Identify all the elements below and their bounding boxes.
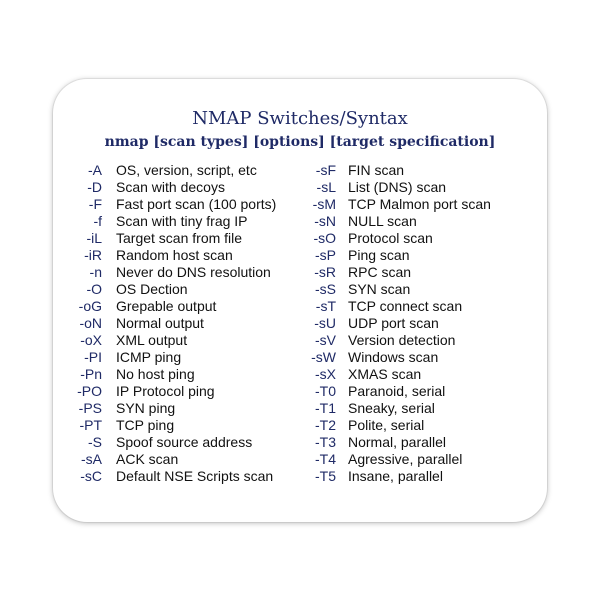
switch-code: -sS (315, 281, 336, 297)
switch-description: Agressive, parallel (348, 451, 463, 467)
switch-code: -sP (315, 247, 336, 263)
switch-code: -PT (79, 417, 102, 433)
switch-code: -PI (84, 349, 102, 365)
switch-code: -oN (79, 315, 102, 331)
switch-description: NULL scan (348, 213, 417, 229)
switch-description: List (DNS) scan (348, 179, 447, 195)
switch-row (70, 281, 276, 298)
switch-row (70, 247, 276, 264)
switch-code: -sT (315, 298, 336, 314)
switch-description: XMAS scan (348, 366, 422, 382)
switch-description: OS, version, script, etc (116, 162, 257, 178)
switch-description: Target scan from file (116, 230, 243, 246)
switch-code: -sU (314, 315, 336, 331)
switch-row (300, 298, 491, 315)
switch-description: Spoof source address (116, 434, 253, 450)
switch-row (300, 332, 491, 349)
switch-code: -T2 (315, 417, 336, 433)
sticker-subtitle: nmap [scan types] [options] [target specification] (104, 134, 496, 150)
switch-code: -F (88, 196, 102, 212)
switch-code: -T1 (315, 400, 336, 416)
switch-description: TCP connect scan (348, 298, 463, 314)
switch-list-left (70, 162, 276, 485)
switch-row (300, 451, 491, 468)
switch-description: Normal output (116, 315, 204, 331)
switch-code: -T3 (315, 434, 336, 450)
switch-code: -sA (81, 451, 102, 467)
switch-code: -oX (80, 332, 102, 348)
switch-row (300, 349, 491, 366)
switch-row (300, 264, 491, 281)
switch-description: SYN scan (348, 281, 411, 297)
switch-row (300, 366, 491, 383)
switch-description: Sneaky, serial (348, 400, 435, 416)
switch-description: SYN ping (116, 400, 176, 416)
switch-code: -sR (314, 264, 336, 280)
switch-code: -iR (84, 247, 102, 263)
switch-row (300, 179, 491, 196)
switch-description: Scan with tiny frag IP (116, 213, 248, 229)
switch-code: -PO (77, 383, 102, 399)
switch-row (300, 230, 491, 247)
switch-row (70, 383, 276, 400)
switch-row (70, 349, 276, 366)
switch-description: OS Dection (116, 281, 188, 297)
switch-row (70, 264, 276, 281)
switch-description: Protocol scan (348, 230, 433, 246)
switch-row (300, 468, 491, 485)
switch-description: RPC scan (348, 264, 412, 280)
switch-row (300, 434, 491, 451)
switch-row (70, 230, 276, 247)
switch-description: XML output (116, 332, 188, 348)
switch-row (70, 298, 276, 315)
switch-description: TCP ping (116, 417, 175, 433)
switch-row (300, 383, 491, 400)
switch-code: -T0 (315, 383, 336, 399)
switch-list-right (300, 162, 491, 485)
switch-row (300, 162, 491, 179)
switch-description: Version detection (348, 332, 456, 348)
switch-description: Ping scan (348, 247, 410, 263)
switch-description: Normal, parallel (348, 434, 447, 450)
switch-code: -T4 (315, 451, 336, 467)
switch-code: -Pn (80, 366, 102, 382)
switch-code: -S (88, 434, 102, 450)
switch-description: UDP port scan (348, 315, 439, 331)
switch-description: Windows scan (348, 349, 439, 365)
sticker-title: NMAP Switches/Syntax (192, 108, 408, 129)
switch-row (70, 162, 276, 179)
switch-description: Random host scan (116, 247, 233, 263)
switch-row (70, 179, 276, 196)
switch-description: Polite, serial (348, 417, 425, 433)
switch-row (70, 468, 276, 485)
switch-code: -sM (312, 196, 336, 212)
switch-row (300, 196, 491, 213)
switch-description: IP Protocol ping (116, 383, 215, 399)
switch-code: -oG (78, 298, 102, 314)
switch-row (300, 247, 491, 264)
switch-code: -sN (314, 213, 336, 229)
switch-code: -n (89, 264, 102, 280)
switch-row (70, 417, 276, 434)
switch-description: Scan with decoys (116, 179, 225, 195)
switch-description: Grepable output (116, 298, 217, 314)
switch-code: -sV (315, 332, 336, 348)
switch-row (70, 366, 276, 383)
switch-code: -sF (315, 162, 336, 178)
switch-description: ICMP ping (116, 349, 182, 365)
switch-row (300, 400, 491, 417)
switch-row (300, 417, 491, 434)
switch-code: -sX (315, 366, 336, 382)
switch-code: -sW (311, 349, 336, 365)
switch-row (300, 315, 491, 332)
switch-code: -T5 (315, 468, 336, 484)
switch-code: -PS (78, 400, 102, 416)
switch-description: Never do DNS resolution (116, 264, 271, 280)
switch-row (300, 213, 491, 230)
switch-row (70, 213, 276, 230)
switch-description: Fast port scan (100 ports) (116, 196, 277, 212)
switch-description: Paranoid, serial (348, 383, 446, 399)
switch-code: -D (87, 179, 102, 195)
switch-description: Default NSE Scripts scan (116, 468, 274, 484)
switch-code: -sO (313, 230, 336, 246)
switch-row (70, 332, 276, 349)
switch-description: No host ping (116, 366, 195, 382)
switch-code: -O (86, 281, 102, 297)
switch-description: TCP Malmon port scan (348, 196, 491, 212)
switch-row (70, 196, 276, 213)
switch-description: ACK scan (116, 451, 179, 467)
switch-row (70, 315, 276, 332)
switch-code: -iL (86, 230, 102, 246)
switch-code: -sC (80, 468, 102, 484)
switch-description: FIN scan (348, 162, 405, 178)
switch-row (70, 400, 276, 417)
switch-row (70, 434, 276, 451)
switch-code: -f (93, 213, 102, 229)
switch-row (300, 281, 491, 298)
switch-description: Insane, parallel (348, 468, 443, 484)
switch-code: -A (88, 162, 102, 178)
switch-code: -sL (316, 179, 336, 195)
switch-row (70, 451, 276, 468)
